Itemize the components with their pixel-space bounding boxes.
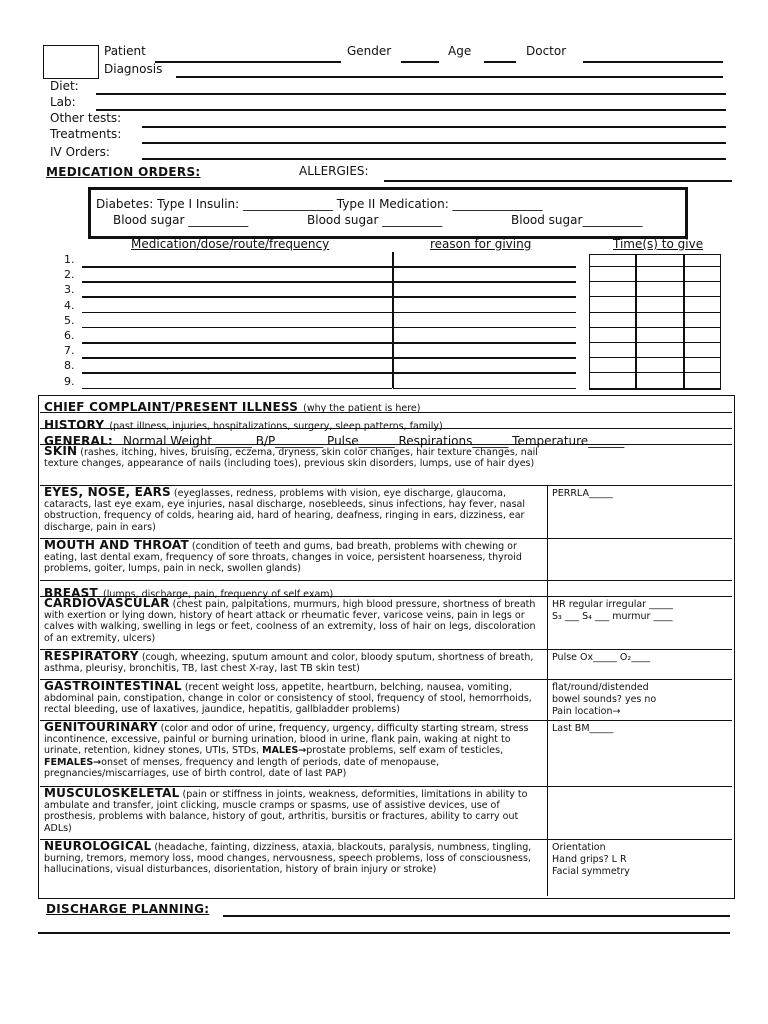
diabetes-line: Diabetes: Type I Insulin: _______________ Type II Medication: _______________ (96, 197, 543, 211)
med-row-time-field[interactable] (589, 327, 720, 328)
iv-orders-label: IV Orders: (50, 145, 110, 159)
gi-title: GASTROINTESTINAL (44, 679, 182, 693)
musculo-desc: (pain or stiffness in joints, weakness, deformities, limitations in ability to ambulate and transfer, joint clicking, muscle cramps or spasms, use of assistive devices, use of prosthesis, problems with balance, history of gout, arthritis, bursitis or fractures, ability to carry out ADLs) (44, 789, 528, 834)
side-column-divider (547, 485, 548, 896)
med-row-time-field[interactable] (589, 388, 720, 389)
med-row-number: 9. (64, 374, 75, 388)
diagnosis-label: Diagnosis (104, 62, 163, 76)
breast-desc: (lumps, discharge, pain, frequency of self exam) (103, 589, 334, 600)
gu-desc-a: (color and odor of urine, frequency, urgency, difficulty starting stream, stress incontinence, excessive, painful or burning urination, blood in urine, flank pain, waking at night to urinate, retention, kidney stones, UTIs, STDs, (44, 723, 529, 757)
diagnosis-field[interactable] (176, 76, 723, 78)
age-label: Age (448, 44, 472, 58)
photo-box (43, 45, 99, 79)
med-row-number: 5. (64, 313, 75, 327)
general-title: GENERAL: (44, 434, 113, 448)
diabetes-box (88, 187, 688, 239)
eyes-nose-ears-section[interactable] (40, 485, 732, 539)
cardiovascular-section[interactable] (40, 596, 732, 650)
med-row-reason-field[interactable] (393, 388, 576, 390)
chief-desc: (why the patient is here) (303, 403, 421, 414)
medication-table (60, 252, 720, 388)
patient-field[interactable] (155, 61, 341, 63)
med-row-number: 4. (64, 298, 75, 312)
age-field[interactable] (484, 61, 516, 63)
neurological-section[interactable] (40, 839, 732, 897)
med-row-medication-field[interactable] (82, 281, 392, 283)
med-row-reason-field[interactable] (393, 372, 576, 374)
respiratory-section[interactable] (40, 649, 732, 680)
hr-field[interactable]: HR regular irregular _____ (552, 599, 673, 610)
doctor-label: Doctor (526, 44, 567, 58)
bowel-sounds-field[interactable]: bowel sounds? yes no (552, 694, 657, 705)
med-row-medication-field[interactable] (82, 312, 392, 314)
blood-sugar-3[interactable]: Blood sugar__________ (511, 213, 643, 227)
resp-desc: (cough, wheezing, sputum amount and color, bloody sputum, shortness of breath, asthma, pleurisy, bronchitis, TB, last chest X-ray, last TB skin test) (44, 652, 534, 675)
other-tests-label: Other tests: (50, 111, 122, 125)
med-row-reason-field[interactable] (393, 342, 576, 344)
med-row-time-field[interactable] (589, 266, 720, 267)
treatments-field[interactable] (142, 142, 726, 144)
med-row-number: 2. (64, 268, 75, 282)
med-row-time-field[interactable] (589, 312, 720, 313)
gastrointestinal-section[interactable] (40, 679, 732, 721)
med-row-reason-field[interactable] (393, 266, 576, 268)
history-title: HISTORY (44, 418, 105, 432)
time-grid (589, 254, 721, 390)
med-row-medication-field[interactable] (82, 342, 392, 344)
pain-location-field[interactable]: Pain location→ (552, 706, 621, 717)
med-row-medication-field[interactable] (82, 357, 392, 359)
s3-s4-murmur-field[interactable]: S₃ ___ S₄ ___ murmur ____ (552, 611, 673, 622)
med-row-number: 1. (64, 253, 75, 266)
cardio-desc: (chest pain, palpitations, murmurs, high blood pressure, shortness of breath with exertion or lying down, history of heart attack or rheumatic fever, varicose veins, pain in legs or calves with walking, swelling in legs or feet, coolness of an extremity, loss of hair on legs, discoloration of an extremity, ulcers) (44, 599, 536, 644)
chief-complaint-section[interactable] (40, 395, 732, 412)
med-row-reason-field[interactable] (393, 327, 576, 329)
gu-desc-c: onset of menses, frequency and length of periods, date of menopause, pregnancies/miscarriages, use of birth control, date of last PAP) (44, 756, 440, 779)
gender-label: Gender (347, 44, 392, 58)
med-row-reason-field[interactable] (393, 312, 576, 314)
iv-orders-field[interactable] (142, 158, 726, 160)
musculo-title: MUSCULOSKELETAL (44, 786, 180, 800)
med-row-time-field[interactable] (589, 281, 720, 282)
mouth-title: MOUTH AND THROAT (44, 538, 189, 552)
neuro-title: NEUROLOGICAL (44, 839, 152, 853)
med-row-number: 3. (64, 283, 75, 297)
diet-field[interactable] (96, 93, 726, 95)
med-row-number: 8. (64, 359, 75, 373)
skin-title: SKIN (44, 444, 78, 458)
history-section[interactable] (40, 412, 732, 432)
perrla-field[interactable]: PERRLA_____ (552, 488, 613, 499)
allergies-field[interactable] (384, 180, 732, 182)
breast-title: BREAST (44, 586, 98, 600)
med-row-time-field[interactable] (589, 357, 720, 358)
other-tests-field[interactable] (142, 126, 726, 128)
med-row-time-field[interactable] (589, 342, 720, 343)
gi-desc: (recent weight loss, appetite, heartburn, belching, nausea, vomiting, abdominal pain, constipation, change in color or consistency of stool, frequency of stool, hemorrhoids, rectal bleeding, use of laxatives, jaundice, hepatitis, gallbladder problems) (44, 682, 532, 716)
lab-field[interactable] (96, 109, 726, 111)
skin-desc: (rashes, itching, hives, bruising, eczema, dryness, skin color changes, hair texture changes, nail texture changes, appearance of nails (including toes), previous skin disorders, lumps, use of hair dyes) (44, 447, 538, 470)
pulse-ox-field[interactable]: Pulse Ox_____ O₂____ (552, 652, 651, 663)
gu-desc-b: prostate problems, self exam of testicles, (306, 745, 504, 757)
medication-orders-title: MEDICATION ORDERS: (46, 165, 201, 179)
hand-grips-field[interactable]: Hand grips? L R (552, 854, 627, 865)
genitourinary-section[interactable] (40, 720, 732, 787)
allergies-label: ALLERGIES: (299, 164, 369, 178)
discharge-planning-field-2[interactable] (38, 932, 730, 934)
general-desc: Normal Weight ______ B/P________ Pulse______ Respirations______ Temperature______ (123, 434, 625, 448)
last-bm-field[interactable]: Last BM_____ (552, 723, 614, 734)
mouth-desc: (condition of teeth and gums, bad breath, problems with chewing or eating, last dental exam, frequency of sore throats, changes in voice, persistent hoarseness, thyroid problems, goiter, lumps, pain in neck, swollen glands) (44, 541, 522, 575)
patient-label: Patient (104, 44, 146, 58)
eyes-title: EYES, NOSE, EARS (44, 485, 171, 499)
orientation-field[interactable]: Orientation (552, 842, 606, 853)
col-time-header: Time(s) to give (613, 237, 704, 251)
gu-females: FEMALES→ (44, 756, 102, 768)
history-desc: (past illness, injuries, hospitalizations, surgery, sleep patterns, family) (109, 421, 443, 432)
gu-males: MALES→ (262, 745, 307, 757)
col-reason-header: reason for giving (430, 237, 532, 251)
doctor-field[interactable] (583, 61, 723, 63)
lab-label: Lab: (50, 95, 76, 109)
med-row-number: 6. (64, 329, 75, 342)
mouth-throat-section[interactable] (40, 538, 732, 581)
facial-symmetry-field[interactable]: Facial symmetry (552, 866, 630, 877)
abdomen-shape-field[interactable]: flat/round/distended (552, 682, 649, 693)
med-row-medication-field[interactable] (82, 388, 392, 390)
neuro-desc: (headache, fainting, dizziness, ataxia, blackouts, paralysis, numbness, tingling, burning, tremors, memory loss, mood changes, nervousness, speech problems, loss of consciousness, hallucinations, visual disturbances, disorientation, history of brain injury or stroke) (44, 842, 532, 876)
med-row-medication-field[interactable] (82, 372, 392, 374)
breast-section[interactable] (40, 580, 732, 600)
discharge-planning-title: DISCHARGE PLANNING: (46, 902, 210, 916)
med-row-number: 7. (64, 344, 75, 358)
med-row-reason-field[interactable] (393, 357, 576, 359)
cardio-title: CARDIOVASCULAR (44, 596, 170, 610)
med-row-time-field[interactable] (589, 372, 720, 373)
general-section[interactable] (40, 428, 732, 448)
resp-title: RESPIRATORY (44, 649, 139, 663)
diet-label: Diet: (50, 79, 79, 93)
med-row-medication-field[interactable] (82, 327, 392, 329)
med-row-time-field[interactable] (589, 296, 720, 297)
med-row-medication-field[interactable] (82, 296, 392, 298)
gender-field[interactable] (401, 61, 439, 63)
med-row-medication-field[interactable] (82, 266, 392, 268)
med-row-reason-field[interactable] (393, 296, 576, 298)
musculoskeletal-section[interactable] (40, 786, 732, 840)
skin-section[interactable] (40, 444, 732, 486)
med-row-reason-field[interactable] (393, 281, 576, 283)
eyes-desc: (eyeglasses, redness, problems with vision, eye discharge, glaucoma, cataracts, last eye exam, eye injuries, nasal discharge, nosebleeds, sinus infections, hay fever, nasal obstruction, frequency of colds, hearing aid, hard of hearing, deafness, ringing in ears, dizziness, ear discharge, pain in ears) (44, 488, 526, 533)
gu-title: GENITOURINARY (44, 720, 158, 734)
chief-title: CHIEF COMPLAINT/PRESENT ILLNESS (44, 400, 299, 414)
blood-sugar-1[interactable]: Blood sugar __________ (113, 213, 249, 227)
treatments-label: Treatments: (50, 127, 122, 141)
col-medication-header: Medication/dose/route/frequency (131, 237, 330, 251)
discharge-planning-field[interactable] (223, 915, 730, 917)
blood-sugar-2[interactable]: Blood sugar __________ (307, 213, 443, 227)
